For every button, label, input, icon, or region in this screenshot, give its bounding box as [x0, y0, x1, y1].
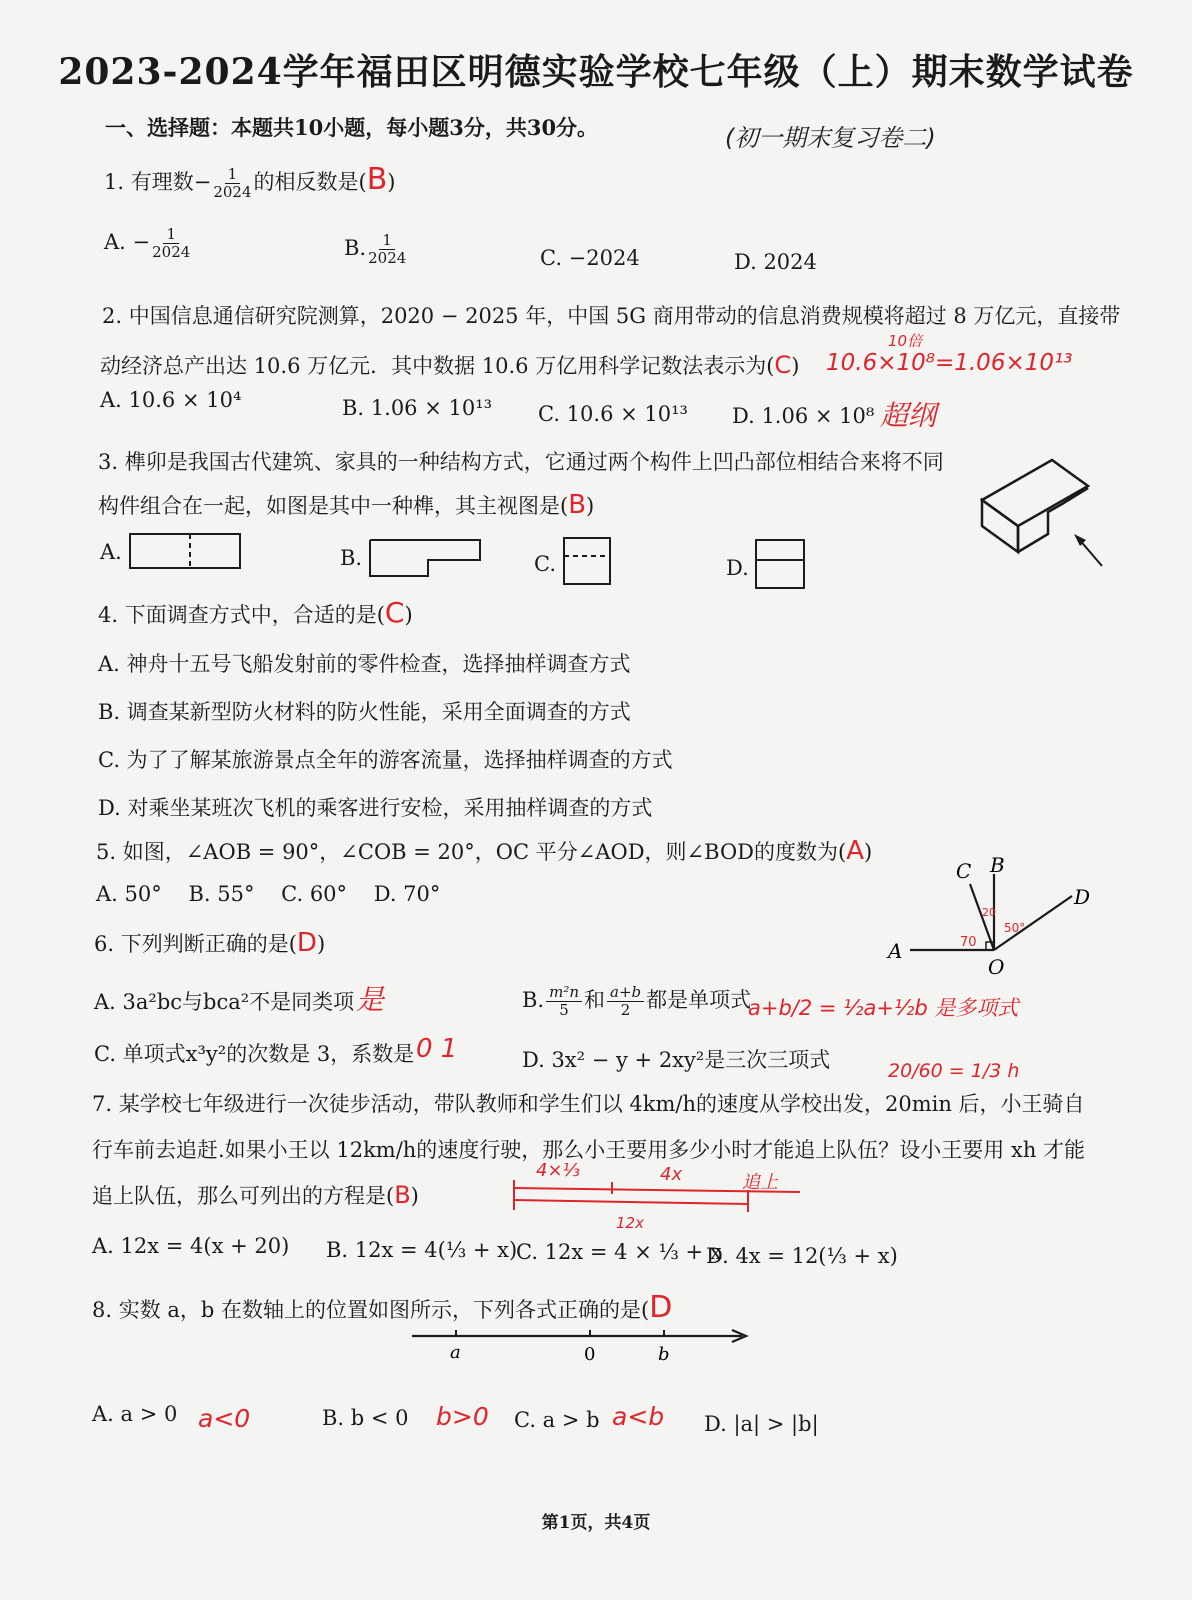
q3-line2-text: 构件组合在一起，如图是其中一种榫，其主视图是( — [98, 494, 569, 518]
q7-answer: B — [394, 1181, 411, 1209]
q6-b-frac1-num: m²n — [546, 984, 582, 1002]
q2-option-d: D. 1.06 × 10⁸ — [732, 404, 875, 428]
q1-b-prefix: B. — [344, 236, 367, 260]
q1-fraction — [213, 166, 251, 201]
q6-b-frac2-den: 2 — [620, 1001, 631, 1019]
q7-line3 — [92, 1180, 419, 1210]
q2-answer: C — [774, 351, 792, 379]
tenon-top-face — [982, 460, 1088, 526]
seg-4: 12x — [616, 1214, 644, 1230]
q6-option-d: D. 3x² − y + 2xy²是三次三项式 — [522, 1048, 831, 1072]
q8-b-note: b>0 — [436, 1402, 489, 1431]
q3-option-c-figure — [560, 534, 614, 588]
q6-b-prefix: B. — [522, 988, 545, 1012]
sketch-line-bottom — [514, 1200, 748, 1204]
q1-option-a — [104, 226, 192, 261]
mark-70: 70 — [960, 935, 977, 950]
q2-line1: 2. 中国信息通信研究院测算，2020 − 2025 年，中国 5G 商用带动的信息消费规模将超过 8 万亿元，直接带 — [102, 304, 1121, 328]
q6-b-note: a+b/2 = ½a+½b 是多项式 — [748, 996, 1019, 1020]
handwritten-tag: (初一期末复习卷二) — [725, 124, 936, 152]
q7-option-a: A. 12x = 4(x + 20) — [92, 1234, 290, 1258]
seg-3: 追上 — [742, 1172, 778, 1193]
q2-note-2: 超纲 — [880, 399, 937, 432]
page-title: 2023-2024学年福田区明德实验学校七年级（上）期末数学试卷 — [58, 51, 1134, 93]
q3-line1: 3. 榫卯是我国古代建筑、家具的一种结构方式，它通过两个构件上凹凸部位相结合来将不同 — [98, 450, 944, 474]
q8-option-a: A. a > 0 — [92, 1402, 178, 1426]
q8-stem — [92, 1290, 672, 1325]
q1-option-c: C. −2024 — [540, 246, 640, 270]
seg-1: 4×⅓ — [536, 1160, 580, 1181]
section-heading: 一、选择题：本题共10小题，每小题3分，共30分。 — [105, 115, 599, 140]
q1-a-prefix: A. − — [104, 230, 151, 254]
q6-option-c: C. 单项式x³y²的次数是 3，系数是 — [94, 1042, 415, 1066]
q2-option-a: A. 10.6 × 10⁴ — [100, 388, 242, 412]
q3-option-b-figure — [366, 536, 484, 580]
q2-note-top: 10倍 — [888, 332, 923, 350]
mark-20: 20 — [982, 906, 996, 919]
q1-stem-close: ) — [387, 170, 396, 194]
q8-a-note: a<0 — [198, 1404, 251, 1433]
q2-line2-text: 动经济总产出达 10.6 万亿元．其中数据 10.6 万亿用科学记数法表示为( — [100, 354, 775, 378]
q4-stem — [98, 596, 413, 629]
q4-option-b: B. 调查某新型防火材料的防火性能，采用全面调查的方式 — [98, 700, 631, 724]
q6-stem-text: 6. 下列判断正确的是( — [94, 932, 297, 956]
q6-option-b — [522, 984, 751, 1019]
q1-answer: B — [366, 162, 388, 197]
q5-answer: A — [846, 836, 865, 866]
q2-option-b: B. 1.06 × 10¹³ — [342, 396, 493, 420]
q6-stem — [94, 928, 325, 958]
q1-a-den: 2024 — [152, 243, 191, 261]
q5-stem-close: ) — [864, 840, 873, 864]
q6-b-frac2-num: a+b — [607, 984, 644, 1002]
tenon-3d-figure — [970, 448, 1110, 578]
page-footer: 第1页，共4页 — [541, 1513, 651, 1533]
q8-option-d: D. |a| > |b| — [704, 1412, 819, 1436]
label-b: B — [990, 853, 1005, 877]
q1-stem — [104, 162, 396, 201]
q6-b-frac1-den: 5 — [559, 1001, 569, 1019]
q4-option-a: A. 神舟十五号飞船发射前的零件检查，选择抽样调查方式 — [98, 652, 631, 676]
q7-line1: 7. 某学校七年级进行一次徒步活动，带队教师和学生们以 4km/h的速度从学校出发，20min 后，小王骑自 — [92, 1092, 1085, 1116]
q6-stem-close: ) — [316, 932, 326, 956]
q1-a-num: 1 — [163, 226, 179, 244]
q7-line2: 行车前去追赶.如果小王以 12km/h的速度行驶，那么小王要用多少小时才能追上队伍？设小王要用 xh 才能 — [92, 1138, 1086, 1162]
q5-stem-text: 5. 如图，∠AOB = 90°，∠COB = 20°，OC 平分∠AOD，则∠BOD的度数为( — [96, 840, 847, 864]
q7-distance-sketch — [508, 1150, 808, 1230]
q6-a-note: 是 — [356, 983, 385, 1016]
q6-b-mid: 和 — [584, 988, 606, 1012]
q8-option-c: C. a > b — [514, 1408, 600, 1432]
q6-b-frac1 — [546, 984, 582, 1019]
q1-b-den: 2024 — [368, 249, 407, 267]
q4-stem-text: 4. 下面调查方式中，合适的是( — [98, 603, 385, 627]
q4-stem-close: ) — [404, 603, 413, 627]
q8-answer: D — [649, 1290, 673, 1325]
q1-b-num: 1 — [379, 232, 395, 250]
axis-label-zero: 0 — [584, 1344, 596, 1365]
q3-answer: B — [568, 490, 587, 520]
q1-a-frac — [152, 226, 190, 261]
q7-note-top: 20/60 = 1/3 h — [888, 1060, 1020, 1082]
q5-stem — [96, 836, 872, 866]
q1-frac-num: 1 — [225, 166, 241, 184]
q2-line2-close: ) — [791, 354, 800, 378]
q7-line3-close: ) — [410, 1184, 419, 1208]
label-d: D — [1074, 885, 1091, 909]
q5-options: A. 50° B. 55° C. 60° D. 70° — [96, 882, 441, 906]
q7-option-c: C. 12x = 4 × ⅓ + x — [516, 1240, 722, 1264]
q3-option-a-label: A. — [100, 540, 122, 564]
q3-line2-close: ) — [586, 494, 595, 518]
q1-option-d: D. 2024 — [734, 250, 817, 274]
q6-b-end: 都是单项式 — [646, 988, 752, 1012]
q6-b-frac2 — [607, 984, 644, 1019]
q2-option-c: C. 10.6 × 10¹³ — [538, 402, 688, 426]
q7-line3-text: 追上队伍，那么可列出的方程是( — [92, 1184, 395, 1208]
q7-option-d: D. 4x = 12(⅓ + x) — [706, 1244, 898, 1268]
axis-label-b: b — [658, 1344, 670, 1365]
label-a: A — [888, 939, 903, 963]
q2-line2 — [100, 350, 799, 380]
q7-option-b: B. 12x = 4(⅓ + x) — [326, 1238, 518, 1262]
q1-option-b — [344, 232, 408, 267]
q1-stem-text: 1. 有理数− — [104, 170, 212, 194]
q8-c-note: a<b — [612, 1402, 665, 1431]
q1-stem-text-2: 的相反数是( — [253, 170, 367, 194]
q4-answer: C — [384, 596, 405, 629]
q4-option-d: D. 对乘坐某班次飞机的乘客进行安检，采用抽样调查的方式 — [98, 796, 653, 820]
q4-option-c: C. 为了了解某旅游景点全年的游客流量，选择抽样调查的方式 — [98, 748, 673, 772]
mark-50: 50° — [1004, 921, 1026, 935]
q6-answer: D — [296, 928, 317, 958]
label-o: O — [988, 955, 1005, 979]
q3-option-b-label: B. — [340, 546, 363, 570]
tenon-front-face — [982, 500, 1018, 552]
q2-note: 10.6×10⁸=1.06×10¹³ — [826, 350, 1073, 376]
axis-label-a: a — [450, 1342, 461, 1363]
q3-option-a-figure — [128, 530, 244, 574]
q3-option-d-figure — [752, 536, 808, 592]
q1-b-frac — [368, 232, 406, 267]
q3-line2 — [98, 490, 594, 520]
seg-2: 4x — [660, 1164, 683, 1185]
label-c: C — [956, 859, 972, 883]
q1-frac-den: 2024 — [213, 183, 252, 201]
number-line — [408, 1322, 758, 1370]
q3-option-d-label: D. — [726, 556, 749, 580]
q5-angle-figure — [876, 850, 1106, 985]
q8-option-b: B. b < 0 — [322, 1406, 409, 1430]
q3-option-c-label: C. — [534, 552, 556, 576]
q8-stem-text: 8. 实数 a，b 在数轴上的位置如图所示，下列各式正确的是( — [92, 1298, 650, 1322]
q6-option-a: A. 3a²bc与bca²不是同类项 — [94, 990, 355, 1014]
q6-c-note: 0 1 — [416, 1034, 458, 1064]
